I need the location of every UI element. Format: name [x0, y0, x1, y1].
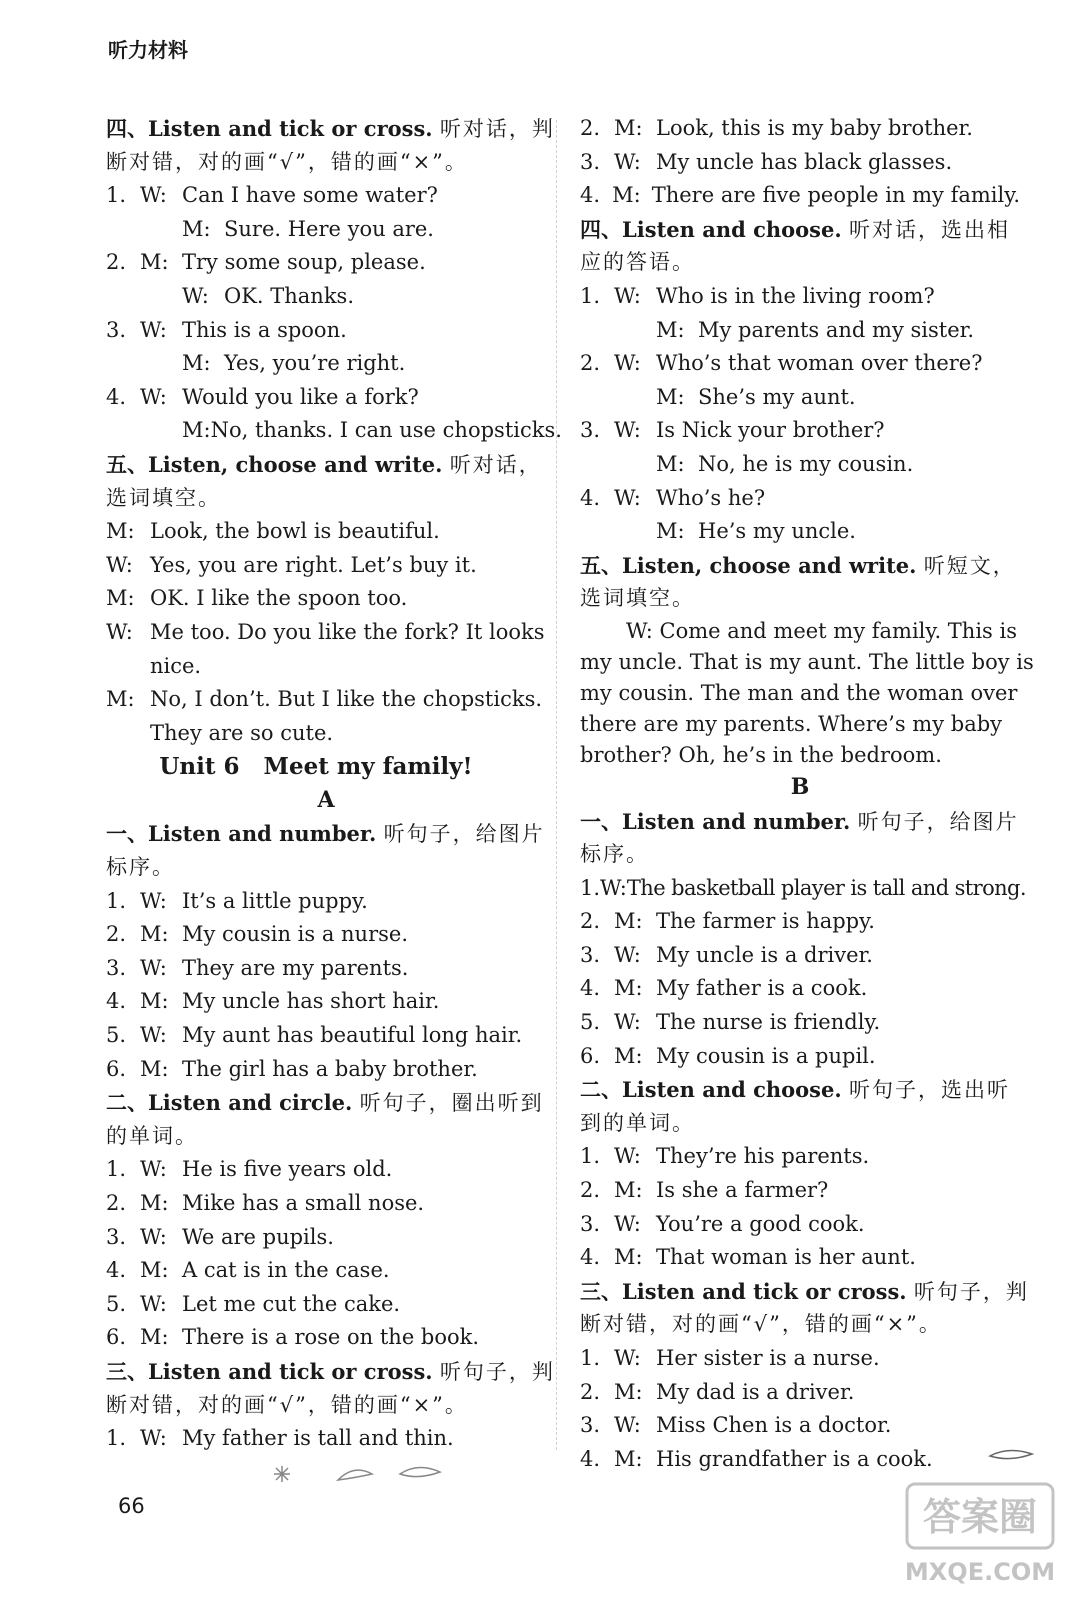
section-title — [580, 1275, 1029, 1309]
speaker: M: — [614, 1379, 643, 1404]
item-number: 1. — [106, 1426, 127, 1451]
list-item — [580, 112, 1020, 146]
speaker: W: — [614, 942, 641, 967]
utterance: This is a spoon. — [182, 317, 347, 342]
list-item — [106, 1422, 546, 1456]
section-title-cn: 听句子，判 — [913, 1279, 1029, 1304]
utterance: My dad is a driver. — [656, 1379, 855, 1404]
speaker: M: — [182, 351, 211, 376]
speaker: W: — [614, 1413, 641, 1438]
dialog-line — [106, 616, 546, 650]
speaker: M: — [106, 687, 135, 712]
section-title-cn: 听对话， — [449, 452, 542, 477]
section-title-cont: 到的单词。 — [580, 1110, 695, 1135]
dialog-item-reply — [580, 448, 1020, 482]
speaker: M: — [140, 989, 169, 1014]
watermark-cn: 答案圈 — [922, 1495, 1038, 1539]
column-divider — [556, 120, 557, 1450]
list-item — [106, 952, 546, 986]
speaker: W: — [140, 1224, 167, 1249]
section-title-cont: 标序。 — [580, 842, 649, 867]
right-column — [580, 112, 1034, 1476]
utterance: My father is tall and thin. — [182, 1426, 454, 1451]
item-number: 4. — [106, 384, 127, 409]
list-item — [580, 146, 1020, 180]
item-number: 1. — [580, 283, 601, 308]
speaker: W: — [182, 283, 209, 308]
section-title-cn: 听句子，给图片 — [383, 822, 545, 847]
speaker: M: — [140, 1191, 169, 1215]
utterance: He is five years old. — [182, 1157, 393, 1182]
utterance: Who’s that woman over there? — [656, 351, 983, 376]
list-item — [580, 179, 1020, 213]
section-title-cont: 标序。 — [106, 855, 175, 880]
utterance: She’s my aunt. — [698, 384, 856, 409]
speaker: W: — [140, 1291, 167, 1316]
speaker: M: — [614, 1043, 643, 1068]
dialog-item — [106, 246, 546, 280]
list-item — [106, 1153, 546, 1187]
utterance: His grandfather is a cook. — [656, 1446, 933, 1471]
speaker: W: — [614, 1346, 641, 1370]
item-number: 3. — [106, 1224, 127, 1249]
item-number: 4. — [106, 1258, 127, 1283]
list-item — [580, 1241, 1020, 1275]
section-title-cn: 听对话，选出相 — [848, 217, 1010, 242]
watermark-domain: MXQE.COM — [905, 1558, 1055, 1586]
section-title-cn: 听句子，选出听 — [848, 1078, 1010, 1103]
speaker: M: — [140, 1258, 169, 1283]
utterance: My father is a cook. — [656, 976, 868, 1001]
speaker: W: — [140, 317, 167, 342]
section-title-cn: 听对话，判 — [439, 117, 555, 141]
passage-line: my cousin. The man and the woman over — [580, 680, 1018, 705]
utterance: Look, the bowl is beautiful. — [150, 519, 440, 544]
section-title-en: 一、Listen and number. — [580, 808, 851, 834]
dialog-item — [580, 482, 1020, 516]
utterance: My parents and my sister. — [698, 317, 975, 342]
utterance: Me too. Do you like the fork? It looks — [150, 619, 545, 644]
list-item — [580, 905, 1020, 939]
speaker: W: — [614, 283, 641, 308]
utterance: Try some soup, please. — [182, 250, 426, 275]
item-number: 6. — [106, 1325, 127, 1350]
section-title — [106, 817, 546, 851]
speaker: W: — [140, 384, 167, 409]
utterance: My uncle has short hair. — [182, 989, 440, 1014]
speaker: M: — [614, 909, 643, 934]
item-number: 3. — [106, 317, 127, 342]
utterance: The basketball player is tall and strong. — [626, 875, 1026, 900]
unit-number: Unit 6 — [159, 753, 240, 781]
item-number: 2. — [580, 1178, 601, 1203]
item-number: 1. — [580, 1144, 601, 1169]
item-number: 3. — [106, 955, 127, 980]
section-title-cont: 断对错，对的画“√”，错的画“×”。 — [106, 149, 468, 174]
speaker: W: — [140, 183, 167, 208]
dialog-item — [580, 414, 1020, 448]
utterance: The nurse is friendly. — [656, 1010, 881, 1035]
dialog-item — [106, 381, 546, 415]
dialog-item-reply — [106, 414, 562, 448]
section-title-en: 四、Listen and tick or cross. — [106, 116, 433, 141]
speaker: M: — [656, 519, 685, 544]
utterance: That woman is her aunt. — [656, 1245, 916, 1270]
speaker: M: — [140, 1056, 169, 1081]
section-title-en: 三、Listen and tick or cross. — [106, 1358, 433, 1384]
utterance: Would you like a fork? — [182, 384, 419, 409]
list-item — [580, 972, 1020, 1006]
speaker: M: — [140, 250, 169, 275]
utterance: A cat is in the case. — [182, 1258, 390, 1283]
item-number: 4. — [580, 1245, 601, 1270]
section-title-cont: 断对错，对的画“√”，错的画“×”。 — [106, 1392, 468, 1417]
section-title — [580, 805, 1020, 839]
dialog-item — [106, 179, 546, 213]
section-title-en: 五、Listen, choose and write. — [580, 552, 917, 578]
utterance: Look, this is my baby brother. — [656, 116, 973, 140]
section-title-cont: 选词填空。 — [580, 586, 695, 611]
section-title — [106, 1355, 555, 1389]
list-item — [580, 1006, 1020, 1040]
speaker: W: — [600, 875, 627, 900]
page-number: 66 — [118, 1494, 145, 1518]
section-title — [106, 448, 546, 482]
passage-line: W: Come and meet my family. This is — [626, 618, 1017, 643]
utterance: You’re a good cook. — [656, 1211, 865, 1236]
speaker: M: — [656, 384, 685, 409]
passage — [580, 616, 1034, 771]
utterance: There is a rose on the book. — [182, 1325, 480, 1350]
utterance: No, I don’t. But I like the chopsticks. — [150, 687, 543, 712]
section-title — [106, 1086, 546, 1120]
item-number: 4. — [580, 1446, 601, 1471]
left-column — [106, 112, 562, 1456]
item-number: 3. — [580, 1413, 601, 1438]
list-item — [580, 1140, 1020, 1174]
utterance: There are five people in my family. — [651, 183, 1020, 208]
speaker: W: — [614, 149, 641, 174]
utterance: OK. I like the spoon too. — [150, 586, 408, 611]
section-title-cn: 听句子，圈出听到 — [359, 1091, 544, 1116]
utterance: The girl has a baby brother. — [182, 1056, 478, 1081]
item-number: 3. — [580, 418, 601, 443]
item-number: 5. — [580, 1010, 601, 1035]
section-title-cn: 听句子，判 — [439, 1359, 555, 1384]
utterance: Sure. Here you are. — [224, 216, 434, 241]
section-title-en: 三、Listen and tick or cross. — [580, 1278, 907, 1304]
dialog-item-reply — [106, 280, 546, 314]
section-title-cn: 听短文， — [923, 553, 1016, 578]
speaker: M: — [140, 1325, 169, 1350]
utterance: Can I have some water? — [182, 183, 438, 208]
speaker: W: — [614, 351, 641, 376]
list-item — [580, 1040, 1020, 1074]
section-title-en: 二、Listen and choose. — [580, 1077, 842, 1103]
list-item — [106, 1288, 546, 1322]
utterance: Is she a farmer? — [656, 1178, 829, 1203]
utterance: No, he is my cousin. — [698, 451, 914, 476]
speaker: M: — [182, 418, 211, 443]
item-number: 1. — [580, 875, 601, 900]
item-number: 4. — [580, 183, 601, 208]
speaker: W: — [140, 1023, 167, 1048]
dialog-item-reply — [580, 314, 1020, 348]
utterance: No, thanks. I can use chopsticks. — [210, 418, 562, 443]
item-number: 6. — [580, 1043, 601, 1068]
utterance: Who’s he? — [656, 485, 766, 510]
list-item — [580, 1174, 1020, 1208]
utterance: Yes, you’re right. — [224, 351, 406, 376]
item-number: 2. — [580, 351, 601, 376]
list-item — [106, 918, 546, 952]
part-label: A — [317, 786, 335, 813]
unit-title — [106, 750, 546, 784]
speaker: W: — [106, 619, 133, 644]
utterance: Who is in the living room? — [656, 283, 935, 308]
item-number: 6. — [106, 1056, 127, 1081]
utterance: Let me cut the cake. — [182, 1291, 401, 1316]
list-item — [580, 1208, 1020, 1242]
list-item — [106, 985, 546, 1019]
item-number: 3. — [580, 149, 601, 174]
speaker: W: — [140, 888, 167, 913]
item-number: 2. — [106, 1191, 127, 1215]
speaker: M: — [612, 183, 641, 208]
section-title — [106, 112, 555, 146]
speaker: W: — [106, 552, 133, 577]
dialog-item-reply — [580, 381, 1020, 415]
watermark-logo-icon — [905, 1482, 1055, 1592]
section-title-en: 五、Listen, choose and write. — [106, 451, 443, 477]
item-number: 5. — [106, 1291, 127, 1316]
part-label: B — [790, 773, 810, 800]
item-number: 3. — [580, 1211, 601, 1236]
speaker: M: — [106, 586, 135, 611]
utterance: Her sister is a nurse. — [656, 1346, 880, 1370]
speaker: M: — [140, 922, 169, 947]
speaker: M: — [614, 976, 643, 1001]
unit-name: Meet my family! — [263, 753, 473, 781]
speaker: M: — [614, 1245, 643, 1270]
utterance: My cousin is a pupil. — [656, 1043, 876, 1068]
utterance: We are pupils. — [182, 1224, 334, 1249]
utterance: Miss Chen is a doctor. — [656, 1413, 892, 1438]
item-number: 1. — [580, 1346, 601, 1370]
speaker: W: — [614, 485, 641, 510]
speaker: W: — [614, 1144, 641, 1169]
item-number: 2. — [580, 909, 601, 934]
dialog-line — [106, 515, 546, 549]
speaker: M: — [182, 216, 211, 241]
list-item — [106, 885, 546, 919]
item-number: 1. — [106, 183, 127, 208]
dialog-item-reply — [106, 347, 546, 381]
leaf-decoration-icon — [988, 1444, 1038, 1466]
dialog-line — [106, 582, 546, 616]
list-item — [580, 1443, 1020, 1477]
section-title-en: 二、Listen and circle. — [106, 1090, 353, 1116]
dialog-item-reply — [106, 213, 546, 247]
page-header: 听力材料 — [108, 38, 188, 62]
dialog-item — [580, 280, 1020, 314]
utterance: They are my parents. — [182, 955, 409, 980]
list-item — [106, 1053, 546, 1087]
utterance: He’s my uncle. — [698, 519, 856, 544]
speaker: W: — [140, 955, 167, 980]
speaker: M: — [614, 1446, 643, 1471]
item-number: 1. — [106, 888, 127, 913]
utterance: My uncle is a driver. — [656, 942, 873, 967]
passage-line: there are my parents. Where’s my baby — [580, 711, 1003, 736]
section-title — [580, 1073, 1020, 1107]
utterance: Is Nick your brother? — [656, 418, 885, 443]
section-title-cont: 断对错，对的画“√”，错的画“×”。 — [580, 1312, 942, 1337]
dialog-line — [106, 549, 546, 583]
section-title — [580, 213, 1020, 247]
list-item — [580, 1376, 1020, 1410]
section-title-cont: 应的答语。 — [580, 250, 695, 275]
section-title-cn: 听句子，给图片 — [857, 809, 1019, 834]
speaker: W: — [614, 418, 641, 443]
speaker: W: — [140, 1426, 167, 1451]
list-item — [580, 872, 1026, 906]
utterance: Mike has a small nose. — [182, 1191, 425, 1215]
dialog-item — [106, 314, 546, 348]
list-item — [580, 939, 1020, 973]
list-item — [580, 1342, 1020, 1376]
speaker: M: — [656, 451, 685, 476]
leaf-decoration-icon — [268, 1460, 448, 1488]
section-title — [580, 549, 1020, 583]
dialog-item — [580, 347, 1020, 381]
dialog-line — [106, 683, 546, 717]
utterance: My uncle has black glasses. — [656, 149, 953, 174]
speaker: M: — [614, 1178, 643, 1203]
dialog-item-reply — [580, 515, 1020, 549]
utterance: It’s a little puppy. — [182, 888, 368, 913]
speaker: M: — [106, 519, 135, 544]
list-item — [106, 1321, 546, 1355]
speaker: M: — [614, 116, 643, 140]
utterance: The farmer is happy. — [656, 909, 875, 934]
item-number: 2. — [580, 1379, 601, 1404]
utterance: My aunt has beautiful long hair. — [182, 1023, 523, 1048]
list-item — [106, 1221, 546, 1255]
section-title-cont: 选词填空。 — [106, 485, 221, 510]
utterance: OK. Thanks. — [224, 283, 355, 308]
item-number: 1. — [106, 1157, 127, 1182]
list-item — [106, 1187, 546, 1221]
dialog-line-cont: They are so cute. — [150, 720, 334, 745]
section-title-cont: 的单词。 — [106, 1123, 198, 1148]
dialog-line-cont: nice. — [150, 653, 202, 678]
speaker: W: — [614, 1010, 641, 1035]
item-number: 3. — [580, 942, 601, 967]
item-number: 4. — [580, 976, 601, 1001]
item-number: 5. — [106, 1023, 127, 1048]
item-number: 2. — [106, 922, 127, 947]
item-number: 4. — [580, 485, 601, 510]
list-item — [580, 1409, 1020, 1443]
item-number: 2. — [106, 250, 127, 275]
item-number: 2. — [580, 116, 601, 140]
utterance: Yes, you are right. Let’s buy it. — [150, 552, 477, 577]
passage-line: my uncle. That is my aunt. The little boy is — [580, 649, 1034, 674]
speaker: W: — [614, 1211, 641, 1236]
utterance: They’re his parents. — [656, 1144, 870, 1169]
section-title-en: 一、Listen and number. — [106, 821, 377, 847]
list-item — [106, 1254, 546, 1288]
list-item — [106, 1019, 546, 1053]
section-title-en: 四、Listen and choose. — [580, 216, 842, 242]
speaker: W: — [140, 1157, 167, 1182]
speaker: M: — [656, 317, 685, 342]
utterance: My cousin is a nurse. — [182, 922, 408, 947]
passage-line: brother? Oh, he’s in the bedroom. — [580, 742, 942, 767]
item-number: 4. — [106, 989, 127, 1014]
